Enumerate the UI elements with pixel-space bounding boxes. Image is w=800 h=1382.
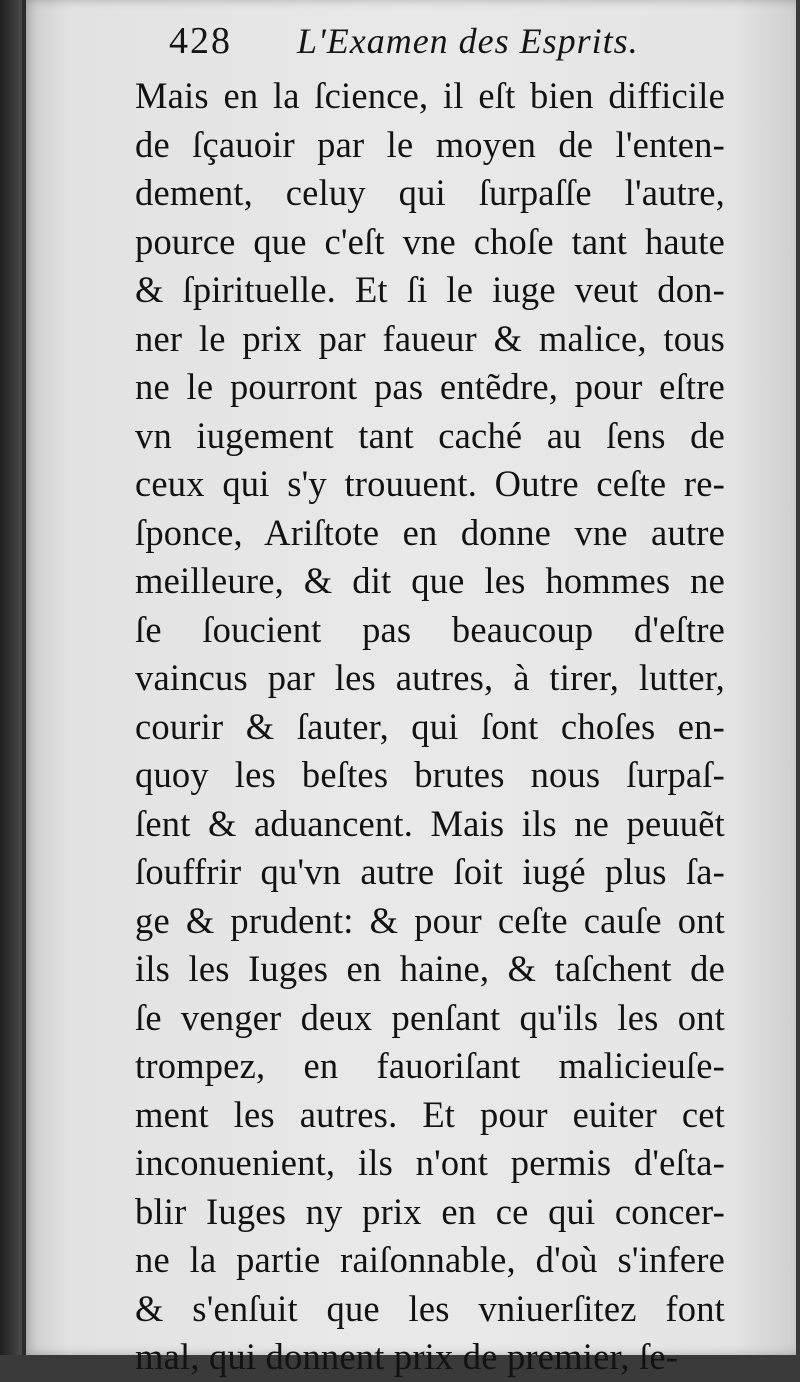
text-line: courir & ſauter, qui ſont choſes en- — [135, 705, 725, 747]
text-line: ſe venger deux penſant qu'ils les ont — [135, 996, 725, 1038]
text-line: ge & prudent: & pour ceſte cauſe ont — [135, 899, 725, 941]
text-line: inconuenient, ils n'ont permis d'eſta- — [135, 1142, 725, 1183]
text-line: ils les Iuges en haine, & taſchent de — [135, 948, 725, 989]
running-title: L'Examen des Esprits. — [297, 21, 639, 61]
text-line: blir Iuges ny prix en ce qui concer- — [135, 1190, 725, 1232]
running-head — [147, 16, 687, 66]
text-line: ner le prix par faueur & malice, tous — [135, 317, 725, 359]
text-line: ceux qui s'y trouuent. Outre ceſte re- — [135, 463, 725, 504]
text-line: ſouffrir qu'vn autre ſoit iugé plus ſa- — [135, 851, 725, 892]
text-line: quoy les beſtes brutes nous ſurpaſ- — [135, 754, 725, 795]
text-line: trompez, en fauoriſant malicieuſe- — [135, 1045, 725, 1086]
text-line: ne le pourront pas entẽdre, pour eſtre — [135, 366, 725, 407]
text-line: & s'enſuit que les vniuerſitez font — [135, 1287, 725, 1329]
text-line: pource que c'eſt vne choſe tant haute — [135, 220, 725, 262]
body-text — [135, 72, 725, 1382]
text-line: & ſpirituelle. Et ſi le iuge veut don- — [135, 269, 725, 310]
text-line: vaincus par les autres, à tirer, lutter, — [135, 657, 725, 698]
page-number: 428 — [169, 20, 232, 62]
text-line: ment les autres. Et pour euiter cet — [135, 1093, 725, 1135]
text-line: Mais en la ſcience, il eſt bien difficile — [135, 75, 725, 116]
text-line: dement, celuy qui ſurpaſſe l'autre, — [135, 172, 725, 213]
text-line: de ſçauoir par le moyen de l'enten- — [135, 123, 725, 165]
text-line: meilleure, & dit que les hommes ne — [135, 560, 725, 601]
text-line: ne la partie raiſonnable, d'où s'infere — [135, 1239, 725, 1280]
text-line: ſponce, Ariſtote en donne vne autre — [135, 511, 725, 553]
text-line: vn iugement tant caché au ſens de — [135, 414, 725, 456]
text-line: mal, qui donnent prix de premier, ſe- — [135, 1336, 679, 1377]
text-line: ſe ſoucient pas beaucoup d'eſtre — [135, 608, 725, 650]
book-spine-shadow — [0, 0, 22, 1355]
text-line: ſent & aduancent. Mais ils ne peuuẽt — [135, 802, 725, 844]
